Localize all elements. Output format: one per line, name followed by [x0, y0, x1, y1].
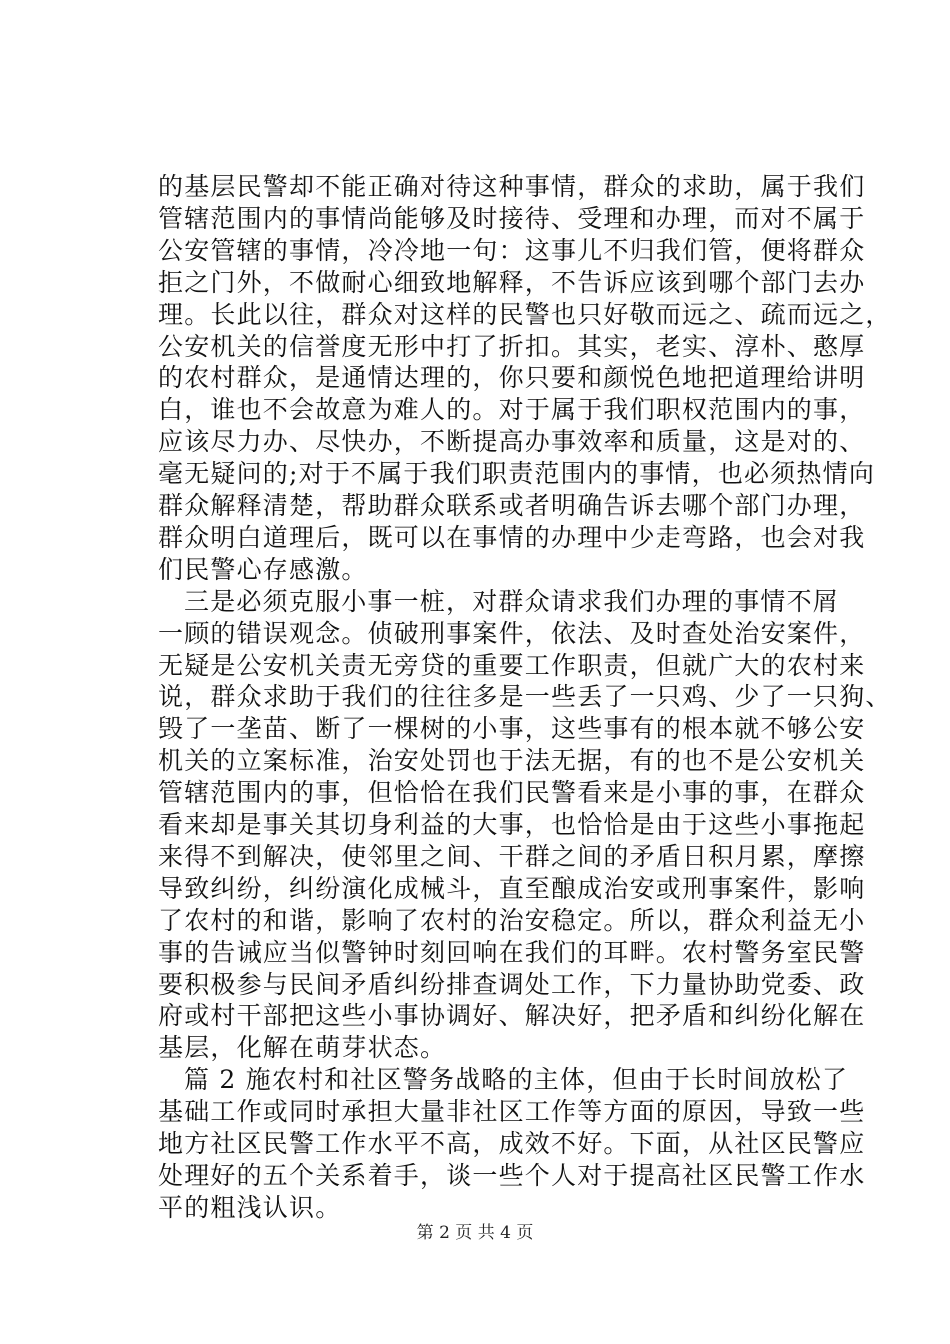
text-line: 的农村群众，是通情达理的，你只要和颜悦色地把道理给讲明 — [158, 363, 866, 392]
text-line: 导致纠纷，纠纷演化成械斗，直至酿成治安或刑事案件，影响 — [158, 874, 866, 903]
text-line: 公安机关的信誉度无形中打了折扣。其实，老实、淳朴、憨厚 — [158, 332, 866, 361]
text-line: 毁了一垄苗、断了一棵树的小事，这些事有的根本就不够公安 — [158, 714, 866, 743]
text-line: 看来却是事关其切身利益的大事，也恰恰是由于这些小事拖起 — [158, 810, 866, 839]
text-line: 白，谁也不会故意为难人的。对于属于我们职权范围内的事， — [158, 395, 866, 424]
text-line: 事的告诫应当似警钟时刻回响在我们的耳畔。农村警务室民警 — [158, 938, 866, 967]
text-line: 说，群众求助于我们的往往多是一些丢了一只鸡、少了一只狗、 — [158, 682, 892, 711]
text-line: 地方社区民警工作水平不高，成效不好。下面，从社区民警应 — [158, 1129, 866, 1158]
text-line: 管辖范围内的事，但恰恰在我们民警看来是小事的事，在群众 — [158, 778, 866, 807]
text-line: 了农村的和谐，影响了农村的治安稳定。所以，群众利益无小 — [158, 906, 866, 935]
text-line: 基础工作或同时承担大量非社区工作等方面的原因，导致一些 — [158, 1097, 866, 1126]
text-line: 理。长此以往，群众对这样的民警也只好敬而远之、疏而远之， — [158, 300, 892, 329]
text-line: 基层，化解在萌芽状态。 — [158, 1033, 447, 1062]
text-line: 要积极参与民间矛盾纠纷排查调处工作，下力量协助党委、政 — [158, 970, 866, 999]
text-line: 机关的立案标准，治安处罚也于法无据，有的也不是公安机关 — [158, 746, 866, 775]
text-line: 拒之门外，不做耐心细致地解释，不告诉应该到哪个部门去办 — [158, 268, 866, 297]
paragraph-start-line: 篇 2 施农村和社区警务战略的主体，但由于长时间放松了 — [184, 1065, 849, 1094]
text-line: 来得不到解决，使邻里之间、干群之间的矛盾日积月累，摩擦 — [158, 842, 866, 871]
text-line: 管辖范围内的事情尚能够及时接待、受理和办理，而对不属于 — [158, 204, 866, 233]
text-line: 处理好的五个关系着手，谈一些个人对于提高社区民警工作水 — [158, 1161, 866, 1190]
text-line: 平的粗浅认识。 — [158, 1193, 342, 1222]
text-line: 府或村干部把这些小事协调好、解决好，把矛盾和纠纷化解在 — [158, 1001, 866, 1030]
paragraph-start-line: 三是必须克服小事一桩，对群众请求我们办理的事情不屑 — [184, 587, 840, 616]
text-line: 们民警心存感激。 — [158, 555, 368, 584]
text-line: 的基层民警却不能正确对待这种事情，群众的求助，属于我们 — [158, 172, 866, 201]
text-line: 公安管辖的事情，冷冷地一句：这事儿不归我们管，便将群众 — [158, 236, 866, 265]
text-line: 一顾的错误观念。侦破刑事案件，依法、及时查处治安案件， — [158, 619, 866, 648]
text-line: 应该尽力办、尽快办，不断提高办事效率和质量，这是对的、 — [158, 427, 866, 456]
text-line: 群众解释清楚，帮助群众联系或者明确告诉去哪个部门办理， — [158, 491, 866, 520]
page-number-footer: 第 2 页 共 4 页 — [416, 1223, 534, 1243]
text-line: 无疑是公安机关责无旁贷的重要工作职责，但就广大的农村来 — [158, 651, 866, 680]
text-line: 群众明白道理后，既可以在事情的办理中少走弯路，也会对我 — [158, 523, 866, 552]
text-line: 毫无疑问的;对于不属于我们职责范围内的事情，也必须热情向 — [158, 459, 876, 488]
